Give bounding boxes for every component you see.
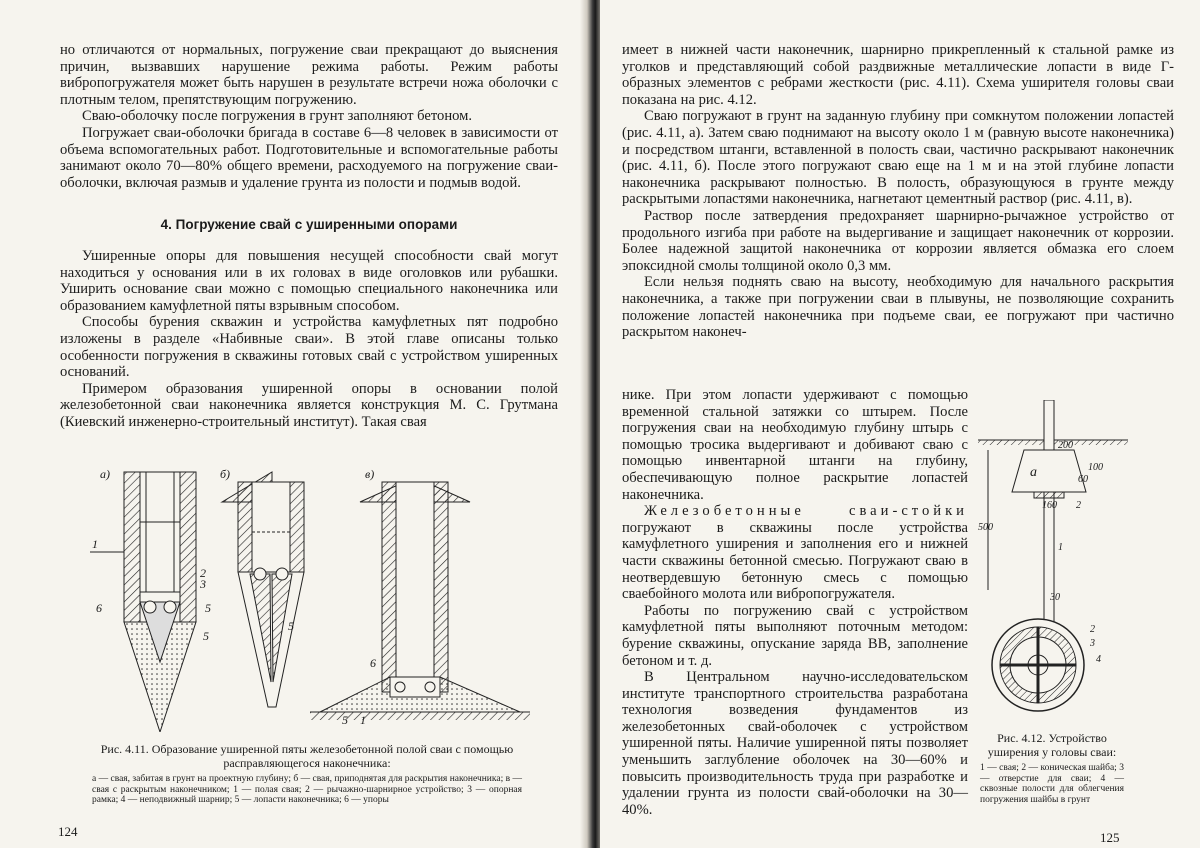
dimension-label: 30	[1050, 592, 1060, 603]
callout-number: 6	[370, 656, 376, 670]
callout-number: 5	[288, 619, 294, 633]
pile-c	[310, 482, 530, 727]
callout-number: 6	[96, 601, 102, 615]
caption-title: Рис. 4.12. Устройство уширения у головы сваи:	[987, 731, 1117, 759]
pile-b	[222, 472, 318, 707]
figure-label-b: б)	[220, 467, 231, 481]
paragraph: Железобетонные сваи-стойки погружают в скважины после устройства камуфлетного уширения и заполнения его и нижней части скважины бетонной смесью. Погружают сваю в неотвердевшую бетонную смесь с помощью сваебойного молота или вибропогружателя.	[622, 503, 968, 603]
paragraph: Сваю-оболочку после погружения в грунт заполняют бетоном.	[82, 108, 473, 125]
callout-number: 5	[203, 629, 209, 643]
figure-label-c: в)	[365, 467, 375, 481]
section-heading: 4. Погружение свай с уширенными опорами	[160, 217, 458, 233]
figure-caption	[92, 743, 522, 806]
left-page	[0, 0, 588, 848]
caption-legend: а — свая, забитая в грунт на проектную глубину; б — свая, приподнятая для раскрытия наконечника; в — свая с раскрытым наконечником; 1 — полая свая; 2 — рычажно-шарнирное устройство; 3 — опорная рамка; 4 — неподвижный шарнир; 5 — лопасти наконечника; 6 — упоры	[92, 774, 522, 805]
paragraph: Сваю погружают в грунт на заданную глубину при сомкнутом положении лопастей (рис. 4.11, а). Затем сваю поднимают на высоту около 1 м (равную высоте наконечника) и посредством штанги, вставленной в полость сваи, частично раскрывают наконечник (рис. 4.11, б). После этого погружают сваю еще на 1 м и на этой глубине лопасти наконечника раскрывают полностью. В полость, образующуюся в грунте между раскрытыми лопастями наконечника, нагнетают цементный раствор (рис. 4.11, в).	[622, 108, 1174, 208]
callout-number: 1	[92, 537, 98, 551]
paragraph: Если нельзя поднять сваю на высоту, необходимую для начального раскрытия наконечника, а также при погружении сваи в плывуны, не позволяющие сохранить положение лопастей наконечника при подъеме сваи, ее погружают при частично раскрытом наконеч-	[622, 274, 1174, 341]
pile-a	[90, 472, 211, 732]
callout-number: 3	[1090, 638, 1095, 649]
callout-number: 2	[1076, 500, 1081, 511]
dimension-label: 200	[1058, 440, 1073, 451]
dimension-label: 60	[1078, 474, 1088, 485]
paragraph: Уширенные опоры для повышения несущей способности свай могут находиться у основания или в их головах в виде оголовков или рубашки. Уширить основание сваи можно с помощью специального наконечника или образованием камуфлетной пяты взрывным способом.	[60, 247, 558, 314]
dimension-label: 100	[1088, 462, 1103, 473]
paragraph: Работы по погружению свай с устройством камуфлетной пяты выполняют поточным методом: бурение скважины, опускание заряда ВВ, заполнение бетоном и т. д.	[622, 602, 968, 669]
paragraph: Погружает сваи-оболочки бригада в составе 6—8 человек в зависимости от объема вспомогательных работ. Подготовительные и вспомогательные работы занимают около 70—80% общего времени, расходуемого на погружение сваи-оболочки, включая размыв и удаление грунта из полости и подмыв водой.	[60, 124, 558, 191]
caption-title: Рис. 4.11. Образование уширенной пяты железобетонной полой сваи с помощью расправляющегося наконечника:	[100, 742, 514, 770]
paragraph: нике. При этом лопасти удерживают с помощью временной стальной затяжки со штырем. После погружения сваи на необходимую глубину штырь с помощью тросика выдергивают и добивают сваю с помощью инвентарной штанги на глубину, обеспечивающую полное раскрытие лопастей наконечника.	[622, 387, 968, 503]
figure-4-12	[978, 400, 1138, 730]
caption-legend: 1 — свая; 2 — коническая шайба; 3 — отверстие для сваи; 4 — сквозные полости для облегчения погружения шайбы в грунт	[980, 763, 1124, 805]
figure-caption	[980, 732, 1124, 805]
page-number: 124	[58, 824, 78, 839]
paragraph: В Центральном научно-исследовательском институте транспортного строительства разработана технология возведения фундаментов из железобетонных свай-оболочек с устройством уширенной пяты. Наличие уширенной пяты позволяет уменьшить заглубление оболочек на 30—60% и повысить производительность труда при разработке и удалении грунта из полости свай-оболочки на 30—40%.	[622, 669, 968, 818]
figure-4-11	[60, 462, 580, 732]
paragraph: имеет в нижней части наконечник, шарнирно прикрепленный к стальной рамке из уголков и представляющий собой раздвижные металлические лопасти в виде Г-образных элементов с ребрами жесткости (рис. 4.11). Схема уширителя головы сваи показана на рис. 4.12.	[622, 42, 1174, 108]
callout-number: 4	[1096, 654, 1101, 665]
right-text-column	[622, 42, 1174, 341]
callout-number: 5	[205, 601, 211, 615]
figure-label-a: а)	[100, 467, 110, 481]
page-number: 125	[1100, 830, 1120, 845]
figure-letter: а	[1030, 465, 1037, 480]
washer-top-view	[992, 619, 1084, 711]
callout-number: 1	[360, 713, 366, 727]
right-narrow-column	[622, 387, 968, 818]
dimension-label: 160	[1042, 500, 1057, 511]
callout-number: 2	[1090, 624, 1095, 635]
left-text-column	[60, 42, 558, 430]
emphasized-term: Железобетонные сваи-стойки	[644, 503, 968, 520]
right-page	[600, 0, 1200, 848]
callout-number: 1	[1058, 542, 1063, 553]
callout-number: 3	[200, 577, 206, 591]
callout-number: 5	[342, 713, 348, 727]
paragraph: Способы бурения скважин и устройства камуфлетных пят подробно изложены в разделе «Набивные сваи». В этой главе описаны только особенности погружения в скважины готовых свай с устройством уширенных оснований.	[60, 314, 558, 381]
paragraph: Раствор после затвердения предохраняет шарнирно-рычажное устройство от продольного изгиба при работе на выдергивание и защищает наконечник от коррозии. Более надежной защитой наконечника от коррозии является обмазка его слоем эпоксидной смолы толщиной около 0,3 мм.	[622, 207, 1174, 274]
paragraph: но отличаются от нормальных, погружение сваи прекращают до выяснения причин, вызвавших нарушение режима работы. Режим работы вибропогружателя может быть нарушен в результате встречи ножа оболочки с плотным телом, препятствующим погружению.	[60, 42, 558, 108]
paragraph: Примером образования уширенной опоры в основании полой железобетонной сваи наконечника является конструкция М. С. Грутмана (Киевский инженерно-строительный институт). Такая свая	[60, 380, 558, 430]
dimension-label: 500	[978, 522, 993, 533]
callout-number: 2	[200, 566, 206, 580]
